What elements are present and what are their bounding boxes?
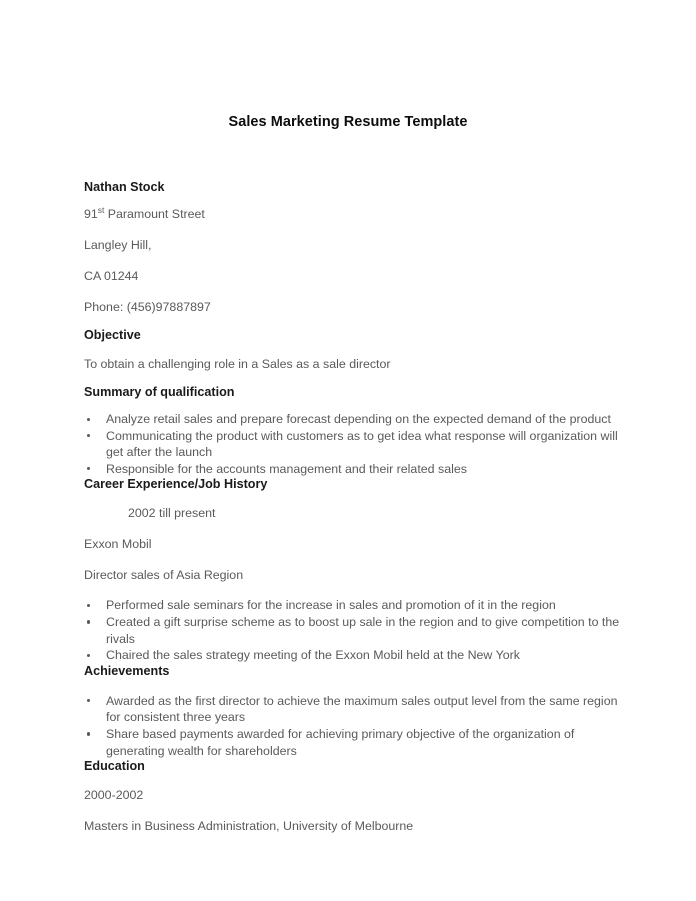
summary-bullet-list <box>84 411 628 477</box>
list-item <box>84 461 628 478</box>
list-item <box>84 614 628 647</box>
spacer <box>84 803 628 819</box>
address-street-name: Paramount Street <box>104 207 205 221</box>
objective-text: To obtain a challenging role in a Sales as a sale director <box>84 357 391 371</box>
achievements-bullet-list <box>84 693 628 759</box>
bullet-icon <box>87 620 90 623</box>
list-item <box>84 411 628 428</box>
section-heading-education: Education <box>84 759 145 774</box>
bullet-icon <box>87 732 90 735</box>
spacer <box>84 253 628 269</box>
list-item-text: Created a gift surprise scheme as to boost up sale in the region and to give competition to the rivals <box>106 614 620 646</box>
bullet-icon <box>87 654 90 657</box>
spacer <box>84 583 628 597</box>
education-dates: 2000-2002 <box>84 788 144 803</box>
list-item <box>84 693 628 726</box>
spacer <box>84 492 628 506</box>
list-item-text: Performed sale seminars for the increase in sales and promotion of it in the region <box>106 598 556 613</box>
list-item-text: Communicating the product with customers as to get idea what response will organization will get after the launch <box>106 428 618 460</box>
career-company: Exxon Mobil <box>84 537 152 552</box>
list-item-text: Chaired the sales strategy meeting of the Exxon Mobil held at the New York <box>106 648 520 663</box>
resume-body <box>84 180 628 834</box>
spacer <box>84 284 628 300</box>
spacer <box>84 195 628 207</box>
section-heading-achievements: Achievements <box>84 663 170 678</box>
list-item-text: Responsible for the accounts management and their related sales <box>106 461 467 476</box>
bullet-icon <box>87 699 90 702</box>
spacer <box>84 222 628 238</box>
spacer <box>84 372 628 385</box>
address-line-3: CA 01244 <box>84 269 139 283</box>
section-heading-objective: Objective <box>84 328 141 342</box>
bullet-icon <box>87 604 90 607</box>
list-item-text: Analyze retail sales and prepare forecast depending on the expected demand of the product <box>106 412 611 426</box>
career-dates: 2002 till present <box>128 506 216 521</box>
address-street-number: 91 <box>84 207 98 221</box>
address-line-1 <box>84 204 628 222</box>
address-ordinal-suffix: st <box>97 204 105 215</box>
spacer <box>84 552 628 568</box>
education-degree: Masters in Business Administration, University of Melbourne <box>84 819 414 834</box>
list-item <box>84 428 628 461</box>
career-role: Director sales of Asia Region <box>84 568 244 583</box>
section-heading-summary: Summary of qualification <box>84 385 235 399</box>
list-item-text: Share based payments awarded for achieving primary objective of the organization of generating wealth for shareholders <box>106 726 575 758</box>
spacer <box>84 315 628 328</box>
spacer <box>84 400 628 411</box>
career-bullet-list <box>84 597 628 663</box>
spacer <box>84 774 628 788</box>
document-title: Sales Marketing Resume Template <box>228 114 468 130</box>
bullet-icon <box>87 467 90 470</box>
address-line-2: Langley Hill, <box>84 238 152 252</box>
section-heading-career: Career Experience/Job History <box>84 477 268 492</box>
spacer <box>84 343 628 357</box>
spacer <box>84 679 628 693</box>
list-item <box>84 647 628 664</box>
spacer <box>84 521 628 537</box>
candidate-name: Nathan Stock <box>84 180 165 194</box>
bullet-icon <box>87 434 90 437</box>
list-item <box>84 726 628 759</box>
list-item <box>84 597 628 614</box>
list-item-text: Awarded as the first director to achieve the maximum sales output level from the same region for consistent three years <box>106 693 618 725</box>
phone-line: Phone: (456)97887897 <box>84 300 211 314</box>
bullet-icon <box>87 418 90 421</box>
